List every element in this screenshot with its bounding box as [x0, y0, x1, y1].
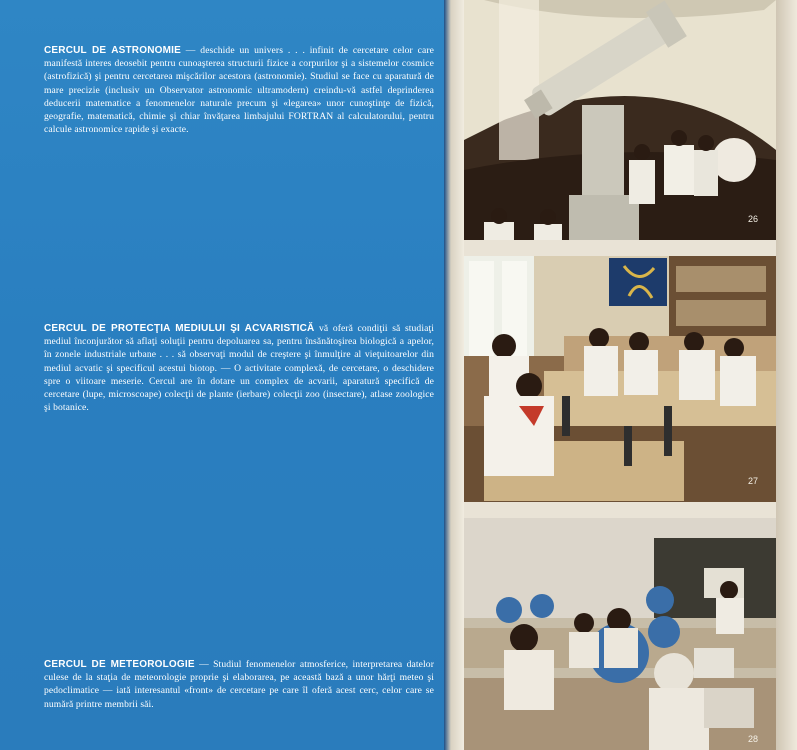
- page-number: 26: [748, 214, 759, 224]
- photo-observatory: [464, 0, 776, 240]
- section-body: vă oferă condiţii să studiaţi mediul înconjurător să aflaţi soluţii pentru depoluarea sa, pentru însănătoşirea biologică a apelor, în zonele industriale urbane . . . să observaţi modul de creştere şi înmulţire al vieţuitoarelor din mediul acvatic şi specificul acestui biotop. — O activitate complexă, de cercetare, o deschidere spre o viitoare meserie. Cercul are în dotare un complex de acvarii, aparatură specifică de cercetare (lupe, microscoape) colecţii de plante (ierbare) colecţii zoo (insectare), atlase zoologice şi botanice.: [44, 323, 434, 414]
- page-gutter: [444, 0, 464, 750]
- page-number: 28: [748, 734, 759, 744]
- section-meteorology: [44, 658, 434, 711]
- section-body: — deschide un univers . . . infinit de cercetare celor care manifestă interes deosebit pentru cunoaşterea structurii fizice a corpurilor şi a sistemelor cosmice (astrofizică) şi pentru cercetarea mişcărilor acestora (astronomie). Studiul se face cu aparatură de mare precizie (inclusiv un Observator astronomic ultramodern) creindu-vă astfel deprinderea deducerii matematice a fenomenelor naturale precum şi «legarea» unor cunoştinţe de fizică, geografie, matematică, chimie şi chiar învăţarea limbajului FORTRAN al calculatorului, pentru calcule astronomice rapide şi exacte.: [44, 45, 434, 136]
- section-heading: CERCUL DE ASTRONOMIE: [44, 45, 181, 56]
- section-astronomy: [44, 44, 434, 136]
- section-environment: [44, 322, 434, 414]
- photo-meteorology-class: [464, 518, 776, 750]
- section-heading: CERCUL DE METEOROLOGIE: [44, 659, 195, 670]
- section-heading: CERCUL DE PROTECŢIA MEDIULUI ŞI ACVARISTICĂ: [44, 323, 315, 334]
- page-number: 27: [748, 476, 759, 486]
- section-body: — Studiul fenomenelor atmosferice, interpretarea datelor culese de la staţia de meteorologie proprie şi elaborarea, pe această bază a unor hărţi meteo şi pedoclimatice — iată interesantul «front» de cercetare pe care îl oferă acest cerc, celor care se numără printre membrii săi.: [44, 659, 434, 710]
- photo-laboratory: [464, 256, 776, 502]
- page-edge: [776, 0, 797, 750]
